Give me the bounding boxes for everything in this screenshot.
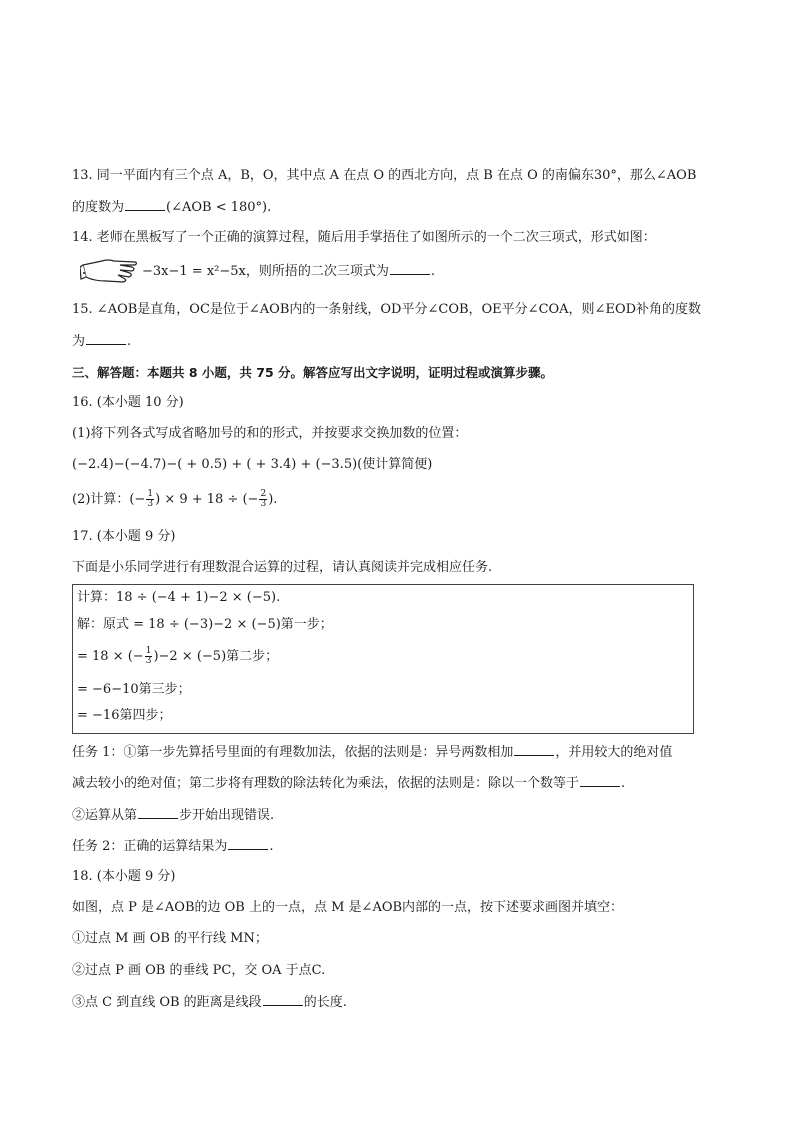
q15-text-before: 为 xyxy=(72,334,86,349)
q16-expr1: (−2.4)−(−4.7)−( + 0.5) + ( + 3.4) + (−3.5)(使计算简便) xyxy=(72,457,433,472)
q16-fraction-1 xyxy=(146,490,154,509)
q16-frac1-den: 3 xyxy=(147,499,154,509)
q18-answer-blank[interactable] xyxy=(263,993,303,1006)
q17-title: 17. (本小题 9 分) xyxy=(72,529,176,544)
q17-task1-line1-before: 任务 1：①第一步先算括号里面的有理数加法，依据的法则是：异号两数相加 xyxy=(72,745,514,760)
q17-task1-line1-after: ，并用较大的绝对值 xyxy=(555,745,673,760)
q17-task2-end: . xyxy=(269,839,274,854)
q17-task2 xyxy=(72,837,274,856)
q14-line1: 14. 老师在黑板写了一个正确的演算过程，随后用手掌捂住了如图所示的一个二次三项式，形式如图： xyxy=(72,230,656,245)
q14-formula-end: . xyxy=(430,264,435,279)
q16-frac2-num: 2 xyxy=(260,489,267,499)
q17-task1-blank3[interactable] xyxy=(138,806,178,819)
q17-task1-line2-before: 减去较小的绝对值；第二步将有理数的除法转化为乘法，依据的法则是：除以一个数等于 xyxy=(72,776,580,791)
q17-box-line3-before: = 18 × (− xyxy=(77,649,144,664)
q17-task1-line1 xyxy=(72,743,672,762)
q13-line2 xyxy=(72,198,271,217)
q17-task1-item2 xyxy=(72,806,274,825)
q17-intro: 下面是小乐同学进行有理数混合运算的过程，请认真阅读并完成相应任务. xyxy=(72,560,493,575)
q17-box-line3 xyxy=(77,647,278,666)
q16-part2-end: ). xyxy=(268,492,278,507)
q18-item1: ①过点 M 画 OB 的平行线 MN； xyxy=(72,931,268,946)
q16-frac1-num: 1 xyxy=(147,489,154,499)
q17-task1-blank2[interactable] xyxy=(580,774,620,787)
q16-part1: (1)将下列各式写成省略加号的和的形式，并按要求交换加数的位置： xyxy=(72,426,468,441)
q17-task2-blank[interactable] xyxy=(228,837,268,850)
q17-task2-before: 任务 2：正确的运算结果为 xyxy=(72,839,228,854)
q14-formula-line xyxy=(142,262,435,281)
q13-line1: 13. 同一平面内有三个点 A，B，O，其中点 A 在点 O 的西北方向，点 B 在点 O 的南偏东30°，那么∠AOB xyxy=(72,168,697,183)
q16-frac2-den: 3 xyxy=(260,499,267,509)
q17-box-line4: = −6−10第三步； xyxy=(77,682,191,697)
q18-item2: ②过点 P 画 OB 的垂线 PC，交 OA 于点C. xyxy=(72,963,326,978)
q17-box-line2: 解：原式 = 18 ÷ (−3)−2 × (−5)第一步； xyxy=(77,617,333,632)
q15-line1: 15. ∠AOB是直角，OC是位于∠AOB内的一条射线，OD平分∠COB，OE平分∠COA，则∠EOD补角的度数 xyxy=(72,302,702,317)
q13-text-before: 的度数为 xyxy=(72,200,125,215)
q13-text-after: (∠AOB < 180°). xyxy=(166,200,272,215)
q18-intro: 如图，点 P 是∠AOB的边 OB 上的一点，点 M 是∠AOB内部的一点，按下述要求画图并填空： xyxy=(72,900,624,915)
q16-part2-mid: ) × 9 + 18 ÷ (− xyxy=(155,492,259,507)
q17-solution-box xyxy=(72,584,694,734)
q17-box-fraction xyxy=(145,647,153,666)
q17-task1-item2-before: ②运算从第 xyxy=(72,808,138,823)
q17-box-line3-after: )−2 × (−5)第二步； xyxy=(153,649,279,664)
q16-title: 16. (本小题 10 分) xyxy=(72,395,184,410)
q18-title: 18. (本小题 9 分) xyxy=(72,869,176,884)
q18-item3-before: ③点 C 到直线 OB 的距离是线段 xyxy=(72,995,262,1010)
q16-fraction-2 xyxy=(259,490,267,509)
q14-answer-blank[interactable] xyxy=(390,262,430,275)
q17-task1-blank1[interactable] xyxy=(514,743,554,756)
q16-part2-before: (2)计算：(− xyxy=(72,492,146,507)
q15-text-end: . xyxy=(127,334,132,349)
q13-answer-blank[interactable] xyxy=(125,198,165,211)
q17-box-frac-num: 1 xyxy=(145,646,152,656)
q14-formula: −3x−1 = x²−5x，则所捂的二次三项式为 xyxy=(142,264,389,279)
q17-box-frac-den: 3 xyxy=(145,656,152,666)
covering-hand-icon xyxy=(80,253,140,287)
q17-task1-line2-end: . xyxy=(621,776,626,791)
q17-box-line5: = −16第四步； xyxy=(77,708,172,723)
q18-item3-after: 的长度. xyxy=(303,995,347,1010)
q15-answer-blank[interactable] xyxy=(86,332,126,345)
q17-task1-item2-after: 步开始出现错误. xyxy=(179,808,275,823)
q15-line2 xyxy=(72,332,131,351)
q17-box-line1: 计算：18 ÷ (−4 + 1)−2 × (−5). xyxy=(77,590,281,605)
section3-heading: 三、解答题：本题共 8 小题，共 75 分。解答应写出文字说明，证明过程或演算步骤。 xyxy=(72,365,554,380)
q16-part2 xyxy=(72,490,277,509)
q17-task1-line2 xyxy=(72,774,625,793)
q18-item3 xyxy=(72,993,347,1012)
